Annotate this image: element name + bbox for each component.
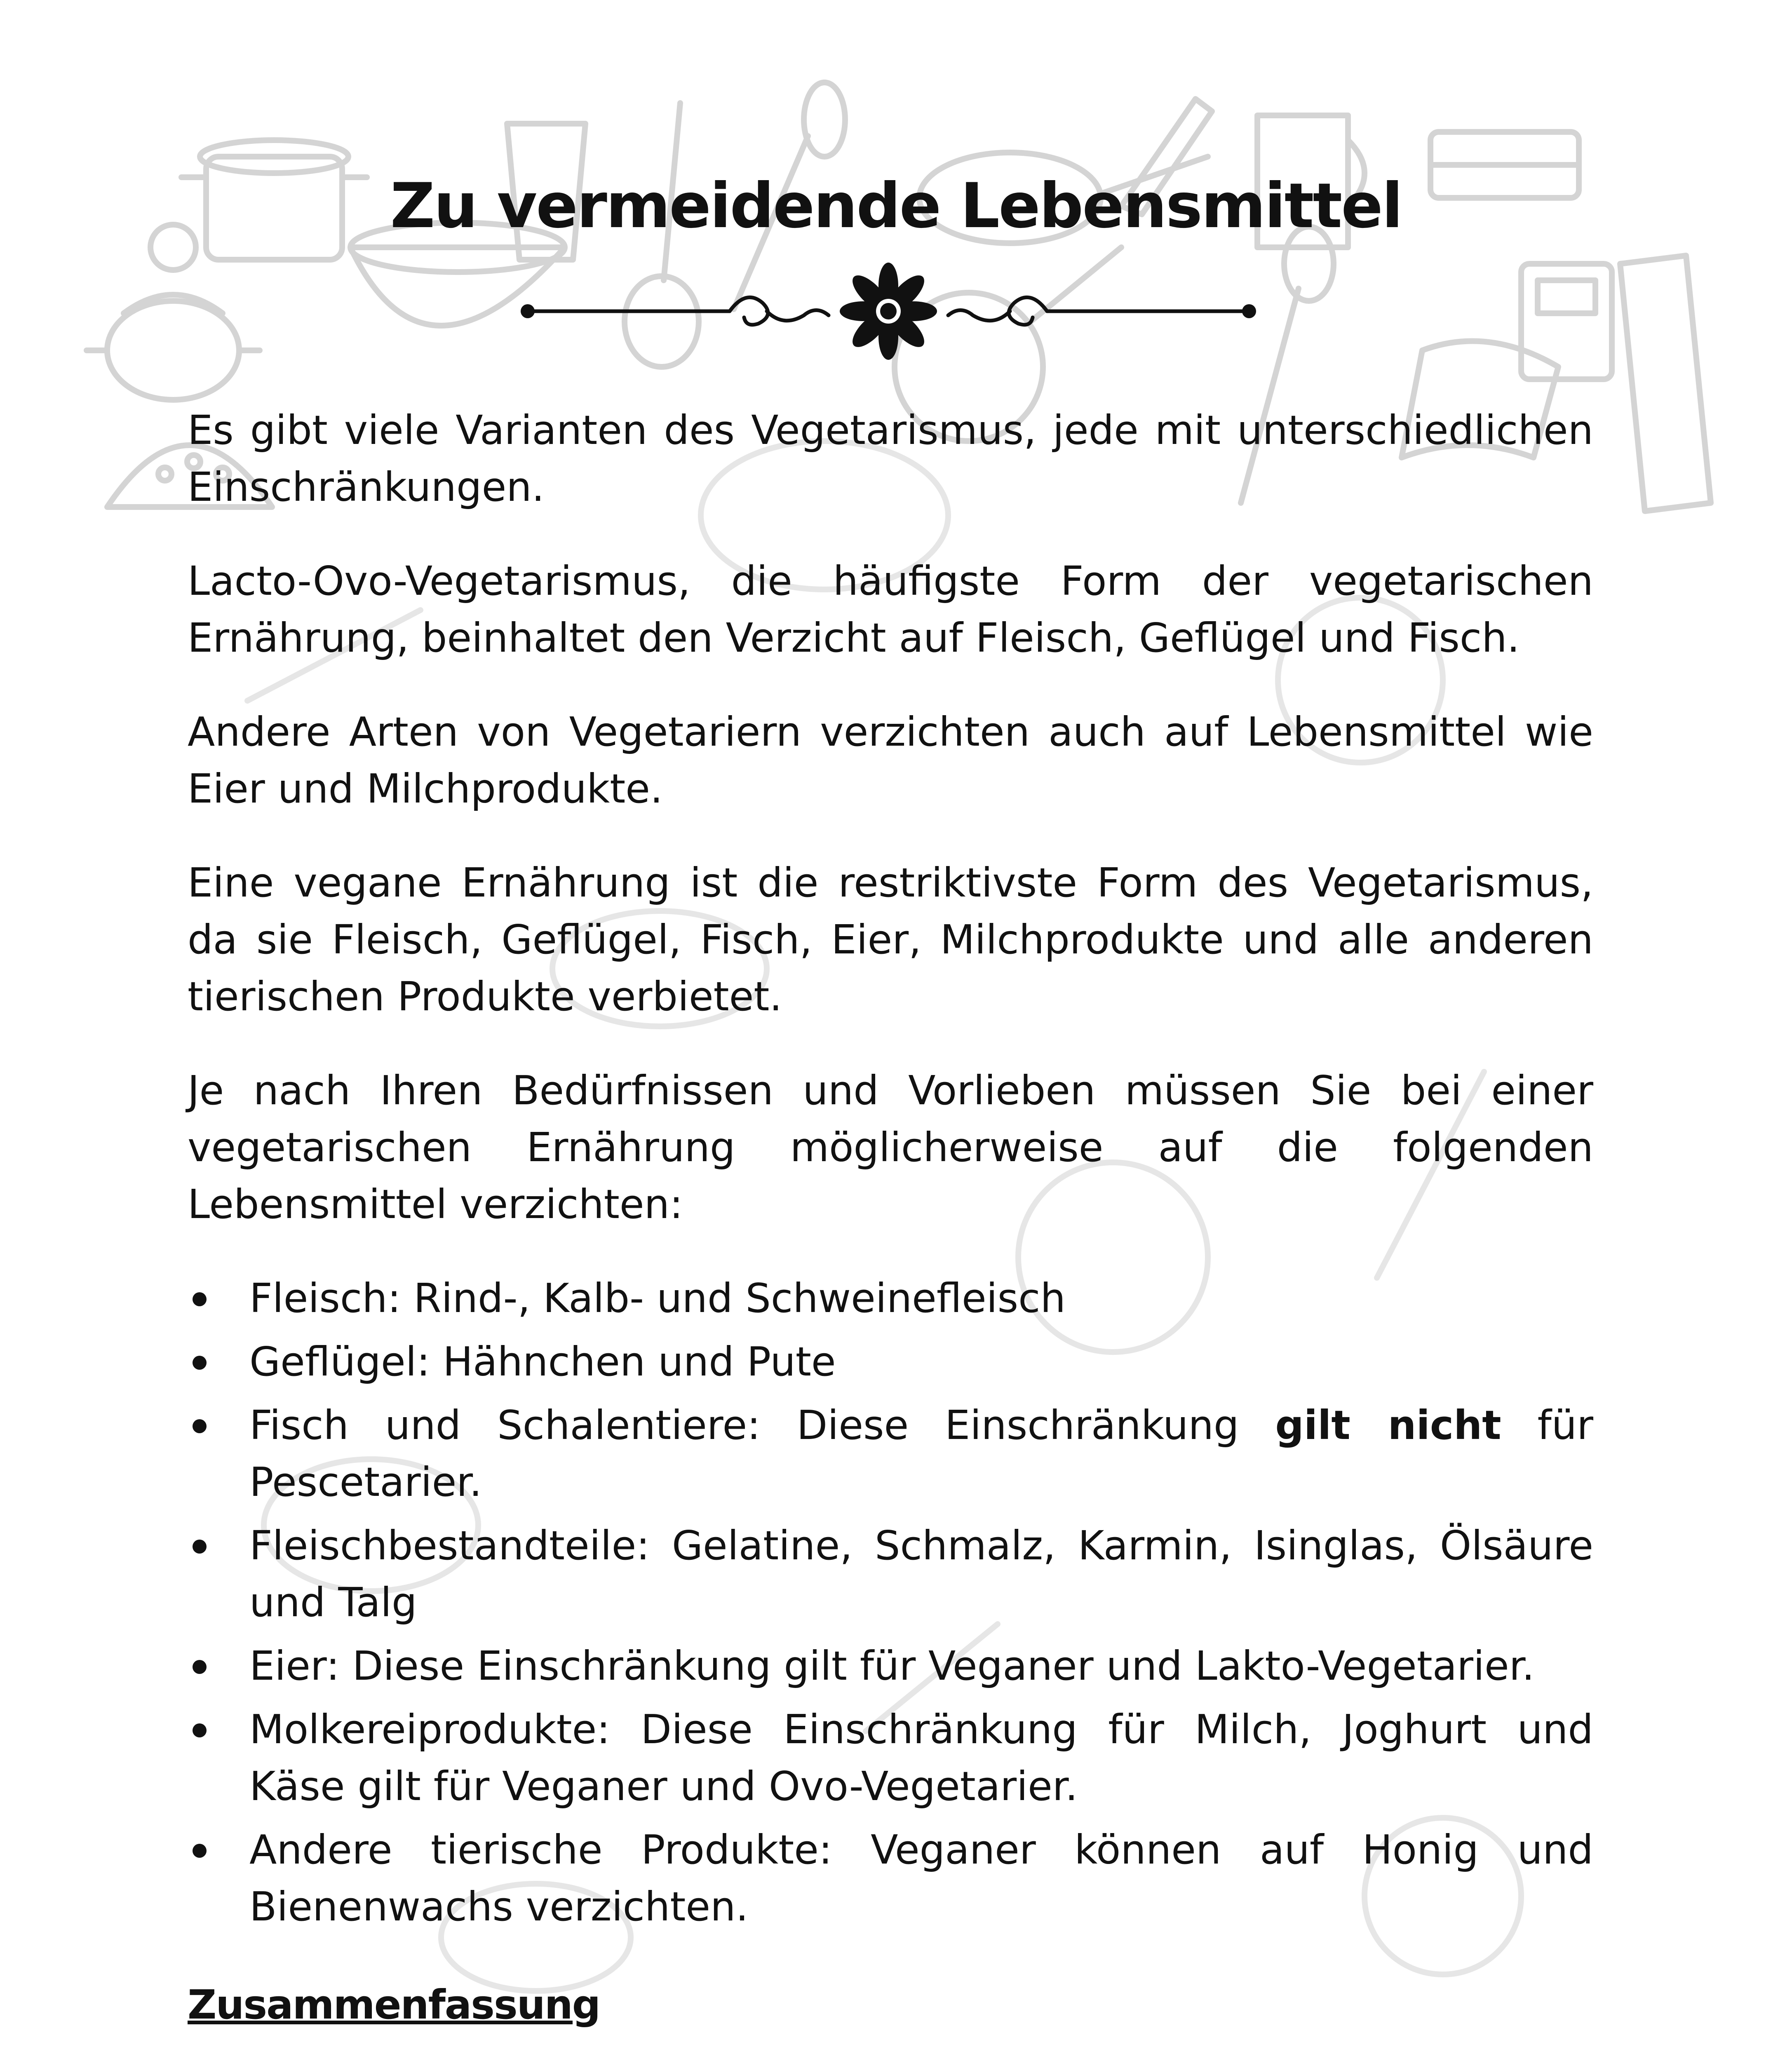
list-item: Fisch und Schalentiere: Diese Einschränkung gilt nicht für Pescetarier. [249,1402,1594,1505]
intro-paragraph: Es gibt viele Varianten des Vegetarismus, jede mit unterschiedlichen Einschränkungen. [188,407,1593,510]
main-content [188,402,1593,2061]
other-types-paragraph: Andere Arten von Vegetariern verzichten auch auf Lebensmittel wie Eier und Milchprodukte. [188,709,1593,812]
list-item: Fleisch: Rind-, Kalb- und Schweinefleisch [249,1275,1066,1322]
vegan-paragraph: Eine vegane Ernährung ist die restriktivste Form des Vegetarismus, da sie Fleisch, Geflügel, Fisch, Eier, Milchprodukte und alle anderen tierischen Produkte verbietet. [188,859,1593,1020]
list-item: Geflügel: Hähnchen und Pute [249,1338,836,1385]
food-list [188,1270,1593,1935]
flower-divider-icon [515,260,1261,367]
emphasis-text: gilt nicht [1275,1402,1501,1448]
list-item: Molkereiprodukte: Diese Einschränkung für Milch, Joghurt und Käse gilt für Veganer und Ovo-Vegetarier. [249,1706,1593,1810]
list-item: Eier: Diese Einschränkung gilt für Veganer und Lakto-Vegetarier. [249,1643,1535,1689]
page-title: Zu vermeidende Lebensmittel [390,170,1402,242]
list-item: Fleischbestandteile: Gelatine, Schmalz, Karmin, Isinglas, Ölsäure und Talg [249,1522,1593,1626]
lacto-ovo-paragraph: Lacto-Ovo-Vegetarismus, die häufigste Form der vegetarischen Ernährung, beinhaltet den Verzicht auf Fleisch, Geflügel und Fisch. [188,558,1593,661]
summary-heading: Zusammenfassung [188,1981,600,2028]
list-item: Andere tierische Produkte: Veganer können auf Honig und Bienenwachs verzichten. [249,1826,1593,1930]
needs-paragraph: Je nach Ihren Bedürfnissen und Vorlieben müssen Sie bei einer vegetarischen Ernährung möglicherweise auf die folgenden Lebensmittel verzichten: [188,1067,1593,1228]
